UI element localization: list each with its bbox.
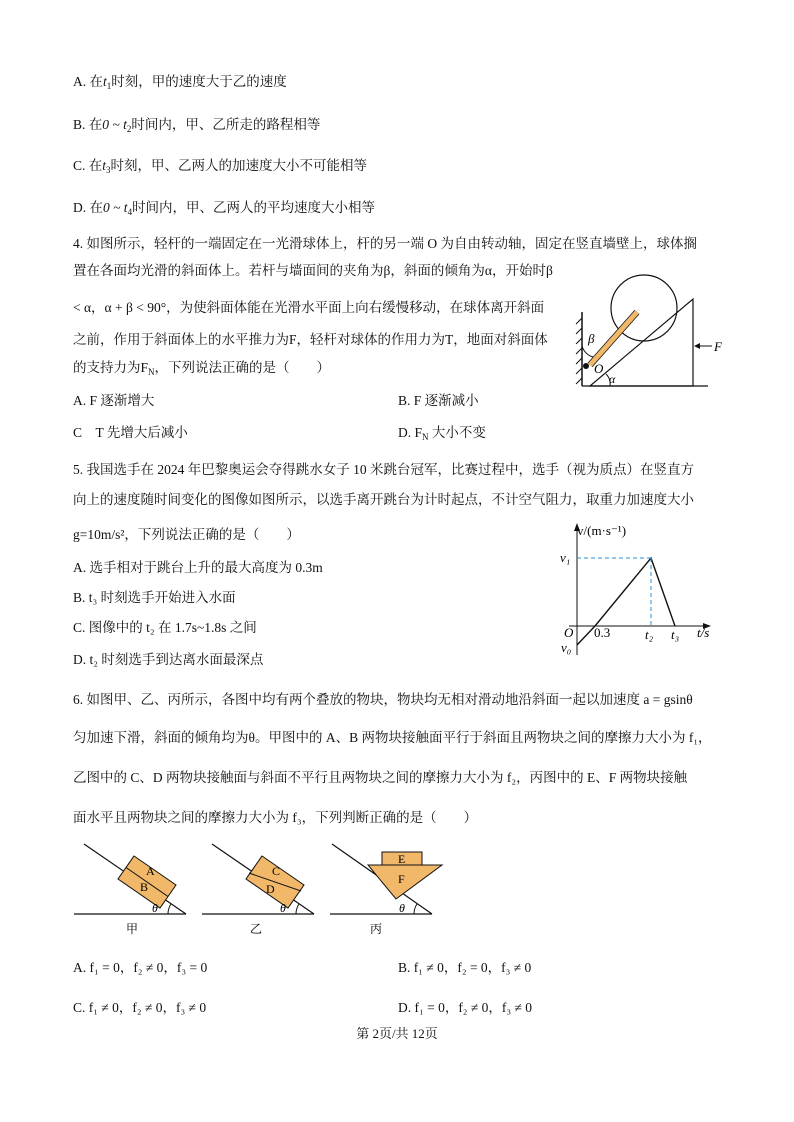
- q3-a-pre: A. 在: [73, 74, 103, 89]
- q6-option-d: D. f₁ = 0，f₂ ≠ 0，f₃ ≠ 0: [398, 1000, 533, 1015]
- q5-origin-label: O: [564, 625, 574, 640]
- q5-vt-line: [577, 558, 675, 645]
- q3-b-pre: B. 在: [73, 117, 103, 132]
- q6-theta-bing: θ: [399, 901, 405, 915]
- q3-a-post: 时刻，甲的速度大于乙的速度: [111, 74, 287, 89]
- q4-option-d: [398, 423, 486, 447]
- q3-a-sub: 1: [106, 81, 112, 91]
- q6-option-c: C. f₁ ≠ 0，f₂ ≠ 0，f₃ ≠ 0: [73, 1000, 207, 1015]
- q3-c-pre: C. 在: [73, 158, 103, 173]
- q3-c-t: t: [102, 158, 107, 173]
- q3-d-post: 时间内，甲、乙两人的平均速度大小相等: [132, 200, 376, 215]
- q6-block-f: [368, 865, 442, 899]
- q4-d-a: D. F: [398, 425, 423, 440]
- q4-d-b: 大小不变: [428, 425, 486, 440]
- page-footer: 第 2页/共 12页: [356, 1026, 438, 1041]
- q3-a-t: t: [103, 74, 107, 89]
- q4-option-a: A. F 逐渐增大: [73, 393, 155, 408]
- q3-d-sub: 4: [127, 207, 133, 217]
- q6-label-c: C: [272, 864, 281, 878]
- q4-line-3: < α，α + β < 90°，为使斜面体能在光滑水平面上向右缓慢移动，在球体离开斜面: [73, 300, 545, 315]
- q3-b-post: 时间内，甲、乙所走的路程相等: [131, 117, 321, 132]
- q4-line-2: 置在各面均光滑的斜面体上。若杆与墙面间的夹角为β，斜面的倾角为α，开始时β: [73, 263, 553, 278]
- q6-line-3: 乙图中的 C、D 两物块接触面与斜面不平行且两物块之间的摩擦力大小为 f₂，丙图中的 E、F 两物块接触: [73, 770, 688, 785]
- q5-line-1: 5. 我国选手在 2024 年巴黎奥运会夺得跳水女子 10 米跳台冠军，比赛过程中，选手（视为质点）在竖直方: [73, 462, 694, 477]
- q6-caption-yi: 乙: [250, 922, 263, 936]
- q5-v1-label: v₁: [560, 550, 571, 565]
- q6-fig-yi: [202, 844, 314, 936]
- q4-force-arrowhead: [694, 343, 700, 349]
- q4-line-4: 之前，作用于斜面体上的水平推力为F，轻杆对球体的作用力为T，地面对斜面体: [73, 332, 548, 347]
- q3-d-range: 0 ~ t: [103, 200, 128, 215]
- q4-wall-hatch: [576, 318, 582, 384]
- q4-beta-label: β: [588, 331, 595, 346]
- q6-figures: [70, 838, 450, 938]
- q5-x-label: t/s: [697, 625, 710, 640]
- q4-alpha-label: α: [609, 372, 616, 386]
- q6-option-a: A. f₁ = 0，f₂ ≠ 0，f₃ = 0: [73, 960, 208, 975]
- q4-line-5-b: ，下列说法正确的是（ ）: [154, 360, 331, 375]
- q6-label-e: E: [398, 852, 406, 866]
- q5-option-d: D. t₂ 时刻选手到达离水面最深点: [73, 652, 264, 667]
- q3-c-post: 时刻，甲、乙两人的加速度大小不可能相等: [110, 158, 368, 173]
- q3-option-d: [73, 198, 375, 222]
- q3-option-a: [73, 72, 287, 96]
- q5-option-a: A. 选手相对于跳台上升的最大高度为 0.3m: [73, 560, 323, 575]
- q3-d-pre: D. 在: [73, 200, 103, 215]
- q3-b-range: 0 ~ t: [102, 117, 127, 132]
- q4-incline-block: [590, 299, 693, 386]
- q6-label-f: F: [398, 872, 405, 886]
- q5-t3-label: t₃: [671, 627, 680, 642]
- q5-line-3: g=10m/s²，下列说法正确的是（ ）: [73, 527, 300, 542]
- q4-beta-arc: [582, 346, 593, 357]
- q5-option-c: C. 图像中的 t₂ 在 1.7s~1.8s 之间: [73, 620, 257, 635]
- q5-y-label: v/(m·s⁻¹): [577, 523, 627, 538]
- q4-line-5: [73, 358, 330, 382]
- q3-b-sub: 2: [126, 124, 132, 134]
- q3-option-b: [73, 115, 320, 139]
- q5-option-b: B. t₃ 时刻选手开始进入水面: [73, 590, 236, 605]
- q4-d-sub: N: [422, 432, 429, 442]
- q4-pivot: [583, 363, 589, 369]
- q4-line-1: 4. 如图所示，轻杆的一端固定在一光滑球体上，杆的另一端 O 为自由转动轴，固定在竖直墙壁上，球体搁: [73, 236, 697, 251]
- q6-label-a: A: [146, 864, 155, 878]
- q6-theta-yi: θ: [280, 901, 286, 915]
- q5-vt-graph: [555, 515, 725, 660]
- q4-figure: [568, 262, 728, 394]
- q6-line-4: 面水平且两物块之间的摩擦力大小为 f₃，下列判断正确的是（ ）: [73, 810, 478, 825]
- q4-f-label: F: [714, 339, 722, 354]
- q6-fig-jia: [74, 844, 186, 936]
- q4-line-5-a: 的支持力为F: [73, 360, 149, 375]
- q6-theta-jia: θ: [152, 901, 158, 915]
- q6-line-2: 匀加速下滑，斜面的倾角均为θ。甲图中的 A、B 两物块接触面平行于斜面且两物块之间的摩擦力大小为 f₁，: [73, 730, 712, 745]
- q5-v0-label: v₀: [561, 640, 572, 655]
- q6-line-1: 6. 如图甲、乙、丙所示，各图中均有两个叠放的物块，物块均无相对滑动地沿斜面一起以加速度 a = gsinθ: [73, 692, 693, 707]
- q4-line-5-sub: N: [148, 367, 155, 377]
- q4-option-b: B. F 逐渐减小: [398, 393, 479, 408]
- q6-caption-bing: 丙: [370, 922, 383, 936]
- q3-option-c: [73, 156, 367, 180]
- q6-label-d: D: [266, 882, 275, 896]
- q5-t2-label: t₂: [645, 627, 654, 642]
- q3-c-sub: 3: [106, 165, 111, 175]
- q4-o-label: O: [594, 361, 604, 376]
- q4-option-c: C T 先增大后减小: [73, 425, 188, 440]
- q6-label-b: B: [140, 880, 149, 894]
- q5-x-0.3-label: 0.3: [594, 625, 611, 640]
- q6-fig-bing: [330, 844, 442, 936]
- q6-option-b: B. f₁ ≠ 0，f₂ = 0，f₃ ≠ 0: [398, 960, 532, 975]
- q6-caption-jia: 甲: [126, 922, 139, 936]
- q5-line-2: 向上的速度随时间变化的图像如图所示，以选手离开跳台为计时起点，不计空气阻力，取重力加速度大小: [73, 492, 694, 507]
